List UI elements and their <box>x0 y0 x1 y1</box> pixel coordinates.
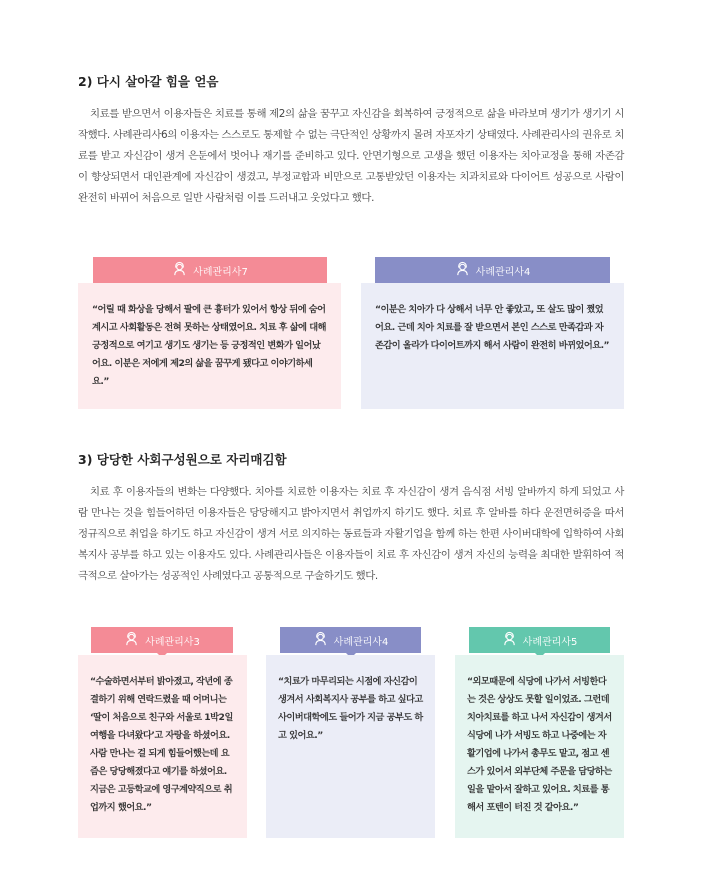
section2-paragraph: 치료를 받으면서 이용자들은 치료를 통해 제2의 삶을 꿈꾸고 자신감을 회복하여 긍정적으로 삶을 바라보며 생기가 생기기 시작했다. 사례관리사6의 이용자는 스스로도 통제할 수 없는 극단적인 상황까지 몰려 자포자기 상태였다. 사례관리사의 권유로 치료를 받고 자신감이 생겨 은둔에서 벗어나 재기를 준비하고 있다. 안면기형으로 고생을 했던 이용자는 치아교정을 통해 자존감이 향상되면서 대인관계에 자신감이 생겼고, 부정교합과 비만으로 고통받았던 이용자는 치과치료와 다이어트 성공으로 사람이 완전히 바뀌어 처음으로 일반 사람처럼 이를 드러내고 웃었다고 했다. <box>78 108 624 204</box>
counselor-headset-icon <box>172 261 187 279</box>
quote-box-manager3: “수술하면서부터 밝아졌고, 작년에 종결하기 위해 연락드렸을 때 어머니는 ‘딸이 처음으로 친구와 서울로 1박2일 여행을 다녀왔다’고 자랑을 하셨어요. 사람 만나는 걸 되게 힘들어했는데 요즘은 당당해졌다고 얘기를 하셨어요. 지금은 고등학교에 영구계약직으로 취업까지 했어요.” <box>78 655 247 838</box>
quote-tab-manager4 <box>375 257 610 283</box>
counselor-headset-icon <box>313 631 328 649</box>
quote-tab-label: 사례관리사7 <box>193 266 248 278</box>
quote-tab-manager3 <box>91 627 233 653</box>
quote-box-manager5: “외모때문에 식당에 나가서 서빙한다는 것은 상상도 못할 일이었죠. 그런데 치아치료를 하고 나서 자신감이 생겨서 식당에 나가 서빙도 하고 나중에는 자활기업에 나가서 총무도 맡고, 점고 센스가 있어서 외부단체 주문을 담당하는 일을 맡아서 잘하고 있어요. 치료를 통해서 포텐이 터진 것 같아요.” <box>455 655 624 838</box>
quote-tab-label: 사례관리사5 <box>522 636 578 648</box>
quote-tab-label: 사례관리사4 <box>333 636 389 648</box>
quote-tab-label: 사례관리사3 <box>145 636 200 648</box>
section3-heading: 3) 당당한 사회구성원으로 자리매김함 <box>78 452 287 467</box>
section3-paragraph: 치료 후 이용자들의 변화는 다양했다. 치아를 치료한 이용자는 치료 후 자신감이 생겨 음식점 서빙 알바까지 하게 되었고 사람 만나는 것을 힘들어하던 이용자들은 당당해지고 밝아지면서 취업까지 하기도 했다. 치료 후 알바를 하다 운전면허증을 따서 정규직으로 취업을 하기도 하고 자신감이 생겨 서로 의지하는 동료들과 자활기업을 함께 하는 한편 사이버대학에 입학하여 사회복지사 공부를 하고 있는 이용자도 있다. 사례관리사들은 이용자들이 치료 후 자신감이 생겨 자신의 능력을 최대한 발휘하여 적극적으로 살아가는 성공적인 사례였다고 공통적으로 구술하기도 했다. <box>78 486 624 582</box>
section2-heading: 2) 다시 살아갈 힘을 얻음 <box>78 74 219 89</box>
counselor-headset-icon <box>502 631 517 649</box>
quote-tab-label: 사례관리사4 <box>475 266 531 278</box>
quote-box-manager7: “어릴 때 화상을 당해서 팔에 큰 흉터가 있어서 항상 뒤에 숨어 계시고 사회활동은 전혀 못하는 상태였어요. 치료 후 삶에 대해 긍정적으로 여기고 생기도 생기는 등 긍정적인 변화가 일어났어요. 이분은 저에게 제2의 삶을 꿈꾸게 됐다고 이야기하세요.” <box>78 283 341 409</box>
counselor-headset-icon <box>124 631 139 649</box>
quote-tab-manager7 <box>93 257 327 283</box>
counselor-headset-icon <box>455 261 470 279</box>
quote-box-manager4: “이분은 치아가 다 상해서 너무 안 좋았고, 또 살도 많이 쪘었어요. 근데 치아 치료를 잘 받으면서 본인 스스로 만족감과 자존감이 올라가 다이어트까지 해서 사람이 완전히 바뀌었어요.” <box>361 283 624 409</box>
quote-box-manager4b: “치료가 마무리되는 시점에 자신감이 생겨서 사회복지사 공부를 하고 싶다고 사이버대학에도 들어가 지금 공부도 하고 있어요.” <box>266 655 435 838</box>
quote-tab-manager4b <box>280 627 421 653</box>
quote-tab-manager5 <box>469 627 610 653</box>
